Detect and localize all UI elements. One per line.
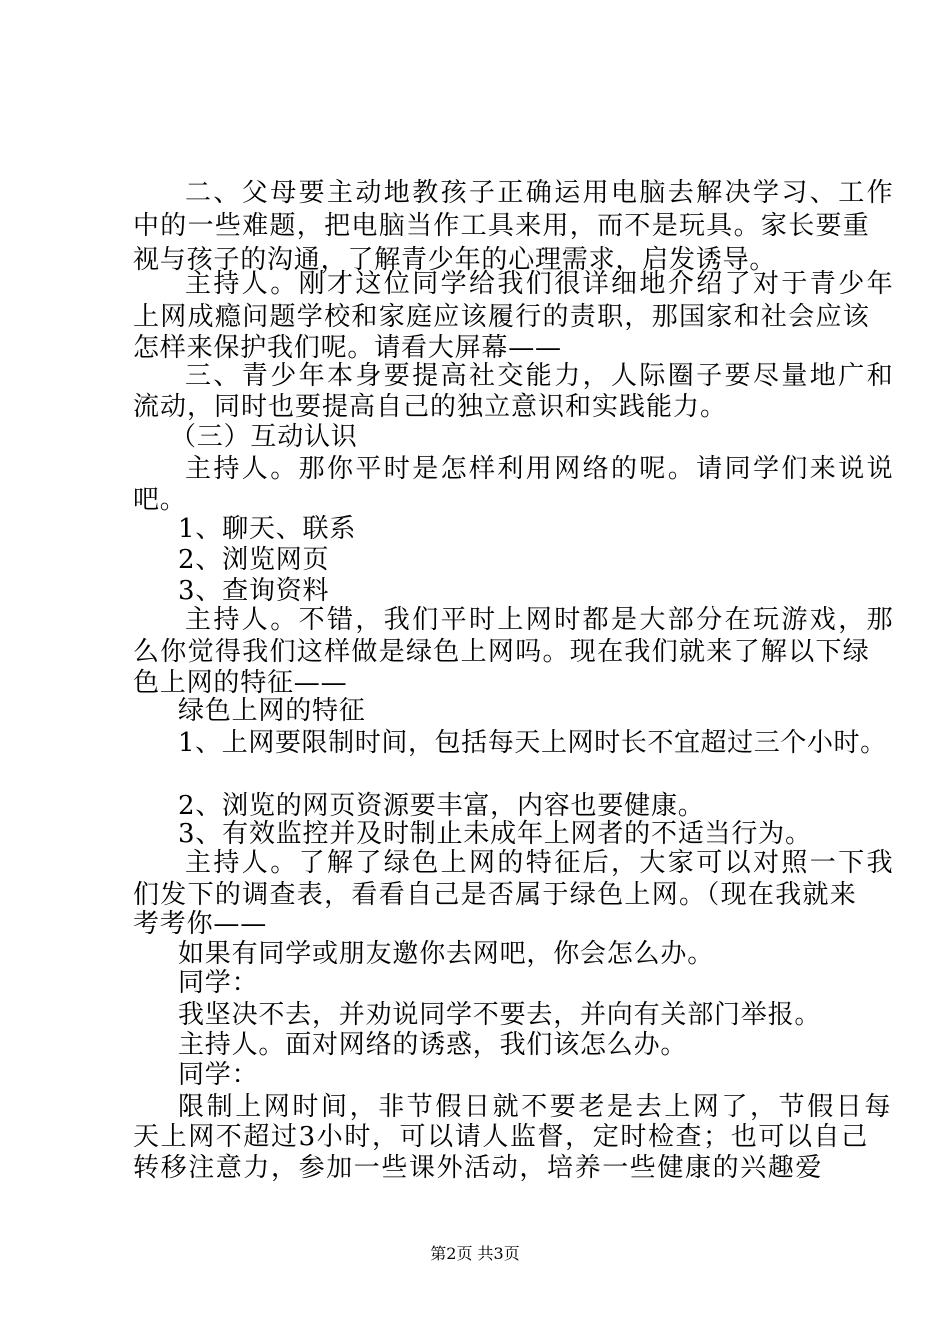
text-line: 1、上网要限制时间，包括每天上网时长不宜超过三个小时。 [178, 728, 887, 758]
text-line: 中的一些难题，把电脑当作工具来用，而不是玩具。家长要重 [133, 211, 871, 241]
text-line: 我坚决不去，并劝说同学不要去，并向有关部门举报。 [178, 1000, 822, 1030]
text-line: 们发下的调查表，看看自己是否属于绿色上网。（现在我就来 [133, 880, 858, 910]
text-line: 如果有同学或朋友邀你去网吧，你会怎么办。 [178, 939, 715, 969]
text-line: 主持人。刚才这位同学给我们很详细地介绍了对于青少年 [185, 269, 896, 299]
text-line: 上网成瘾问题学校和家庭应该履行的责职，那国家和社会应该 [133, 302, 871, 332]
text-line: 主持人。面对网络的诱惑，我们该怎么办。 [178, 1030, 688, 1060]
text-line: 主持人。不错，我们平时上网时都是大部分在玩游戏，那 [185, 605, 896, 635]
text-line: 3、查询资料 [178, 576, 330, 606]
text-line: 主持人。那你平时是怎样利用网络的呢。请同学们来说说 [185, 454, 896, 484]
page-number: 第2页 [430, 1244, 473, 1263]
text-line: 二、父母要主动地教孩子正确运用电脑去解决学习、工作 [185, 178, 896, 208]
text-line: 三、青少年本身要提高社交能力，人际圈子要尽量地广和 [185, 361, 896, 391]
text-line: 2、浏览网页 [178, 545, 330, 575]
text-line: 转移注意力，参加一些课外活动，培养一些健康的兴趣爱 [133, 1153, 824, 1183]
text-line: 视与孩子的沟通，了解青少年的心理需求，启发诱导。 [133, 245, 777, 275]
text-line: 主持人。了解了绿色上网的特征后，大家可以对照一下我 [185, 848, 896, 878]
text-line: 绿色上网的特征 [178, 696, 366, 726]
text-line: 天上网不超过3小时，可以请人监督，定时检查；也可以自己 [133, 1122, 869, 1152]
text-line: 3、有效监控并及时制止未成年上网者的不适当行为。 [178, 819, 812, 849]
text-line: 1、聊天、联系 [178, 514, 357, 544]
page-total: 共3页 [477, 1244, 520, 1263]
text-line: 考考你—— [133, 909, 268, 939]
text-line: 同学： [178, 968, 259, 998]
text-line: 色上网的特征—— [133, 668, 348, 698]
text-line: （三）互动认识 [170, 422, 358, 452]
page-footer [0, 1244, 950, 1264]
text-line: 么你觉得我们这样做是绿色上网吗。现在我们就来了解以下绿 [133, 637, 871, 667]
text-line: 2、浏览的网页资源要丰富，内容也要健康。 [178, 791, 705, 821]
text-line: 流动，同时也要提高自己的独立意识和实践能力。 [133, 392, 728, 422]
text-line: 同学： [178, 1060, 259, 1090]
text-line: 限制上网时间，非节假日就不要老是去上网了，节假日每 [178, 1092, 894, 1122]
text-line: 吧。 [133, 485, 187, 515]
text-line: 怎样来保护我们呢。请看大屏幕—— [133, 333, 562, 363]
